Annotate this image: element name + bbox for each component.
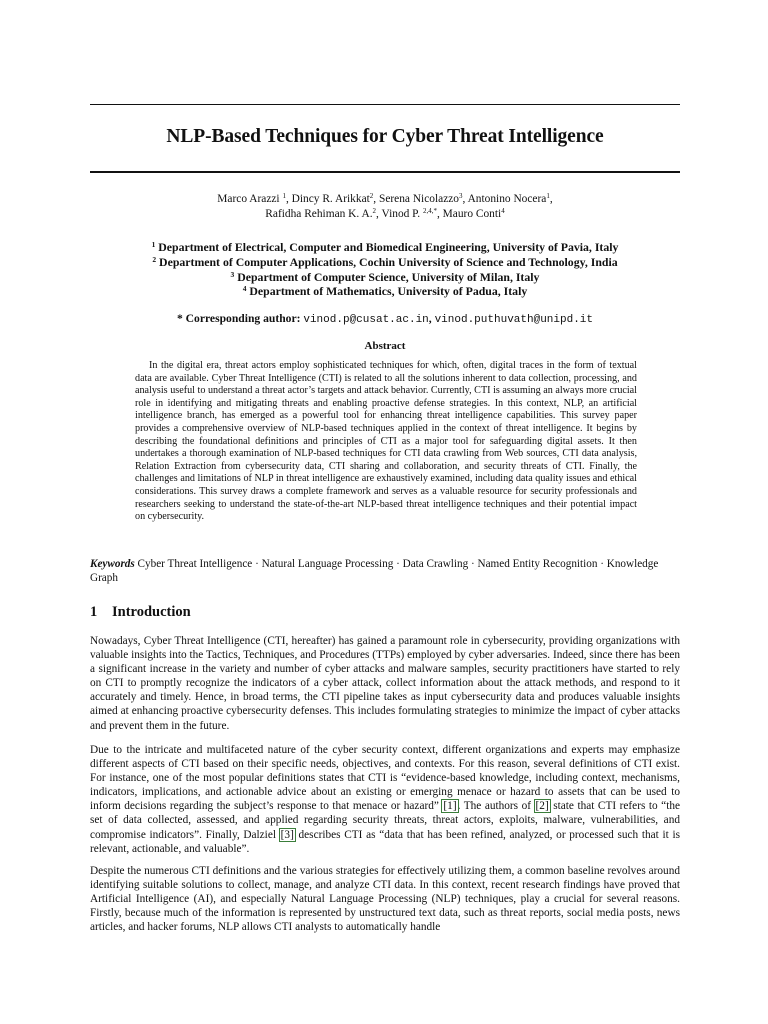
affiliation-number: 2: [152, 254, 157, 264]
section-heading: [90, 604, 191, 621]
author-name: , Dincy R. Arikkat: [285, 193, 370, 205]
keywords: [90, 557, 680, 585]
paragraph-text: Due to the intricate and multifaceted nature of the cyber security context, different organizations and experts may emphasize different aspects of CTI based on their specific needs, objectives, and contexts. For this reason, several definitions of CTI exist. For instance, one of the most popular definitions states that CTI is “evidence-based knowledge, including context, mechanisms, indicators, implications, and actionable advice about an existing or emerging menace or hazard to assets that can be used to inform decisions regarding the subject’s response to that menace or hazard”: [90, 744, 680, 813]
affiliation-item: [90, 270, 680, 285]
corresponding-email-link[interactable]: vinod.puthuvath@unipd.it: [434, 314, 594, 326]
citation-link[interactable]: [1]: [443, 800, 457, 813]
author-affil-mark: 4: [501, 207, 505, 215]
author-line-1: [90, 192, 680, 207]
abstract-heading: Abstract: [364, 340, 406, 352]
paragraph-1: Nowadays, Cyber Threat Intelligence (CTI, hereafter) has gained a paramount role in cybersecurity, providing organizations with valuable insights into the Tactics, Techniques, and Procedures (TTPs) employed by cyber adversaries. Indeed, since there has been a significant increase in the variety and number of cyber attacks and malware samples, security practitioners have started to rely on CTI to promptly recognize the indicators of a cyber attack, collect information about the attack methods, and respond to it accurately and timely. Hence, in broad terms, the CTI pipeline takes as input cybersecurity data and produces valuable insights aimed at enhancing proactive cybersecurity defenses. This includes formulating strategies to minimize the impact of cyber attacks and prevent them in the future.: [90, 635, 680, 732]
affiliation-text: Department of Electrical, Computer and Biomedical Engineering, University of Pavia, Italy: [155, 240, 619, 254]
affiliation-text: Department of Computer Applications, Cochin University of Science and Technology, India: [156, 254, 618, 269]
paragraph-3: Despite the numerous CTI definitions and the various strategies for effectively utilizing them, a common baseline revolves around identifying suitable solutions to collect, manage, and analyze CTI data. In this context, recent research findings have proved that Artificial Intelligence (AI), and especially Natural Language Processing (NLP) techniques, play a crucial for several reasons. Firstly, because much of the information is represented by unstructured text data, such as threat reports, social media posts, news articles, and hacker forums, NLP allows CTI analysts to automatically handle: [90, 865, 680, 934]
author-affil-mark: 2,4,*: [422, 207, 437, 215]
top-rule: [90, 104, 680, 105]
keywords-text: Cyber Threat Intelligence · Natural Language Processing · Data Crawling · Named Entity Recognition · Knowledge Graph: [90, 558, 659, 584]
affiliation-item: [90, 240, 680, 255]
citation-link[interactable]: [2]: [535, 800, 549, 813]
title-rule: [90, 171, 680, 173]
author-affil-mark: 2: [372, 207, 377, 215]
affiliation-text: Department of Mathematics, University of Padua, Italy: [246, 284, 528, 299]
affiliation-text: Department of Computer Science, University of Milan, Italy: [234, 269, 540, 284]
author-name: Marco Arazzi: [217, 193, 283, 205]
author-name: , Vinod P.: [376, 208, 423, 220]
author-separator: ,: [549, 193, 553, 205]
author-affil-mark: 1: [546, 192, 550, 200]
author-name: , Antonino Nocera: [462, 193, 547, 205]
keywords-label: Keywords: [90, 558, 135, 570]
author-affil-mark: 2: [369, 192, 374, 200]
email-separator: ,: [428, 312, 435, 325]
corresponding-email-link[interactable]: vinod.p@cusat.ac.in: [303, 314, 429, 326]
author-affil-mark: 3: [459, 192, 463, 200]
affiliation-number: 4: [242, 284, 247, 294]
affiliation-item: [90, 255, 680, 270]
affiliation-item: [90, 284, 680, 299]
paragraph-text: describes CTI as “data that has been refined, analyzed, or processed such that it is relevant, actionable, and valuable”.: [90, 828, 680, 855]
paragraph-2: [90, 743, 680, 856]
corresponding-author-label: * Corresponding author:: [176, 312, 301, 325]
author-name: Rafidha Rehiman K. A.: [265, 208, 373, 220]
author-line-2: [90, 207, 680, 222]
author-affil-mark: 1: [282, 192, 286, 200]
affiliation-number: 3: [230, 269, 235, 279]
affiliation-list: [90, 240, 680, 299]
paragraph-text: . The authors of: [457, 800, 535, 813]
corresponding-author: [90, 312, 680, 326]
paper-title: NLP-Based Techniques for Cyber Threat Intelligence: [166, 126, 604, 147]
paragraph-text: state that CTI refers to “the set of data collected, assessed, and applied regarding security threats, threat actors, exploits, malware, vulnerabilities, and compromise indicators”. Finally, Dalziel: [90, 800, 680, 841]
section-title: Introduction: [112, 604, 191, 620]
section-number: 1: [90, 604, 98, 620]
affiliation-number: 1: [151, 240, 156, 249]
abstract-body: In the digital era, threat actors employ sophisticated techniques for which, often, digital traces in the form of textual data are available. Cyber Threat Intelligence (CTI) is related to all the solutions inherent to data collection, processing, and analysis useful to understand a threat actor’s targets and attack behavior. Currently, CTI is assuming an always more crucial role in identifying and mitigating threats and enabling proactive defense strategies. In this context, NLP, an artificial intelligence branch, has emerged as a powerful tool for enhancing threat intelligence capabilities. This survey paper provides a comprehensive overview of NLP-based techniques applied in the context of threat intelligence. It begins by describing the foundational definitions and principles of CTI as a major tool for safeguarding digital assets. It then undertakes a thorough examination of NLP-based techniques for CTI data crawling from Web sources, CTI data analysis, Relation Extraction from cybersecurity data, CTI sharing and collaboration, and security threats of CTI. Finally, the challenges and limitations of NLP in threat intelligence are exhaustively examined, including data quality issues and ethical considerations. This survey draws a complete framework and serves as a valuable resource for security professionals and researchers seeking to understand the state-of-the-art NLP-based threat intelligence techniques and their potential impact on cybersecurity.: [135, 360, 637, 523]
author-name: , Mauro Conti: [436, 208, 502, 220]
citation-link[interactable]: [3]: [280, 828, 294, 841]
author-name: , Serena Nicolazzo: [373, 193, 459, 205]
author-list: [90, 192, 680, 222]
